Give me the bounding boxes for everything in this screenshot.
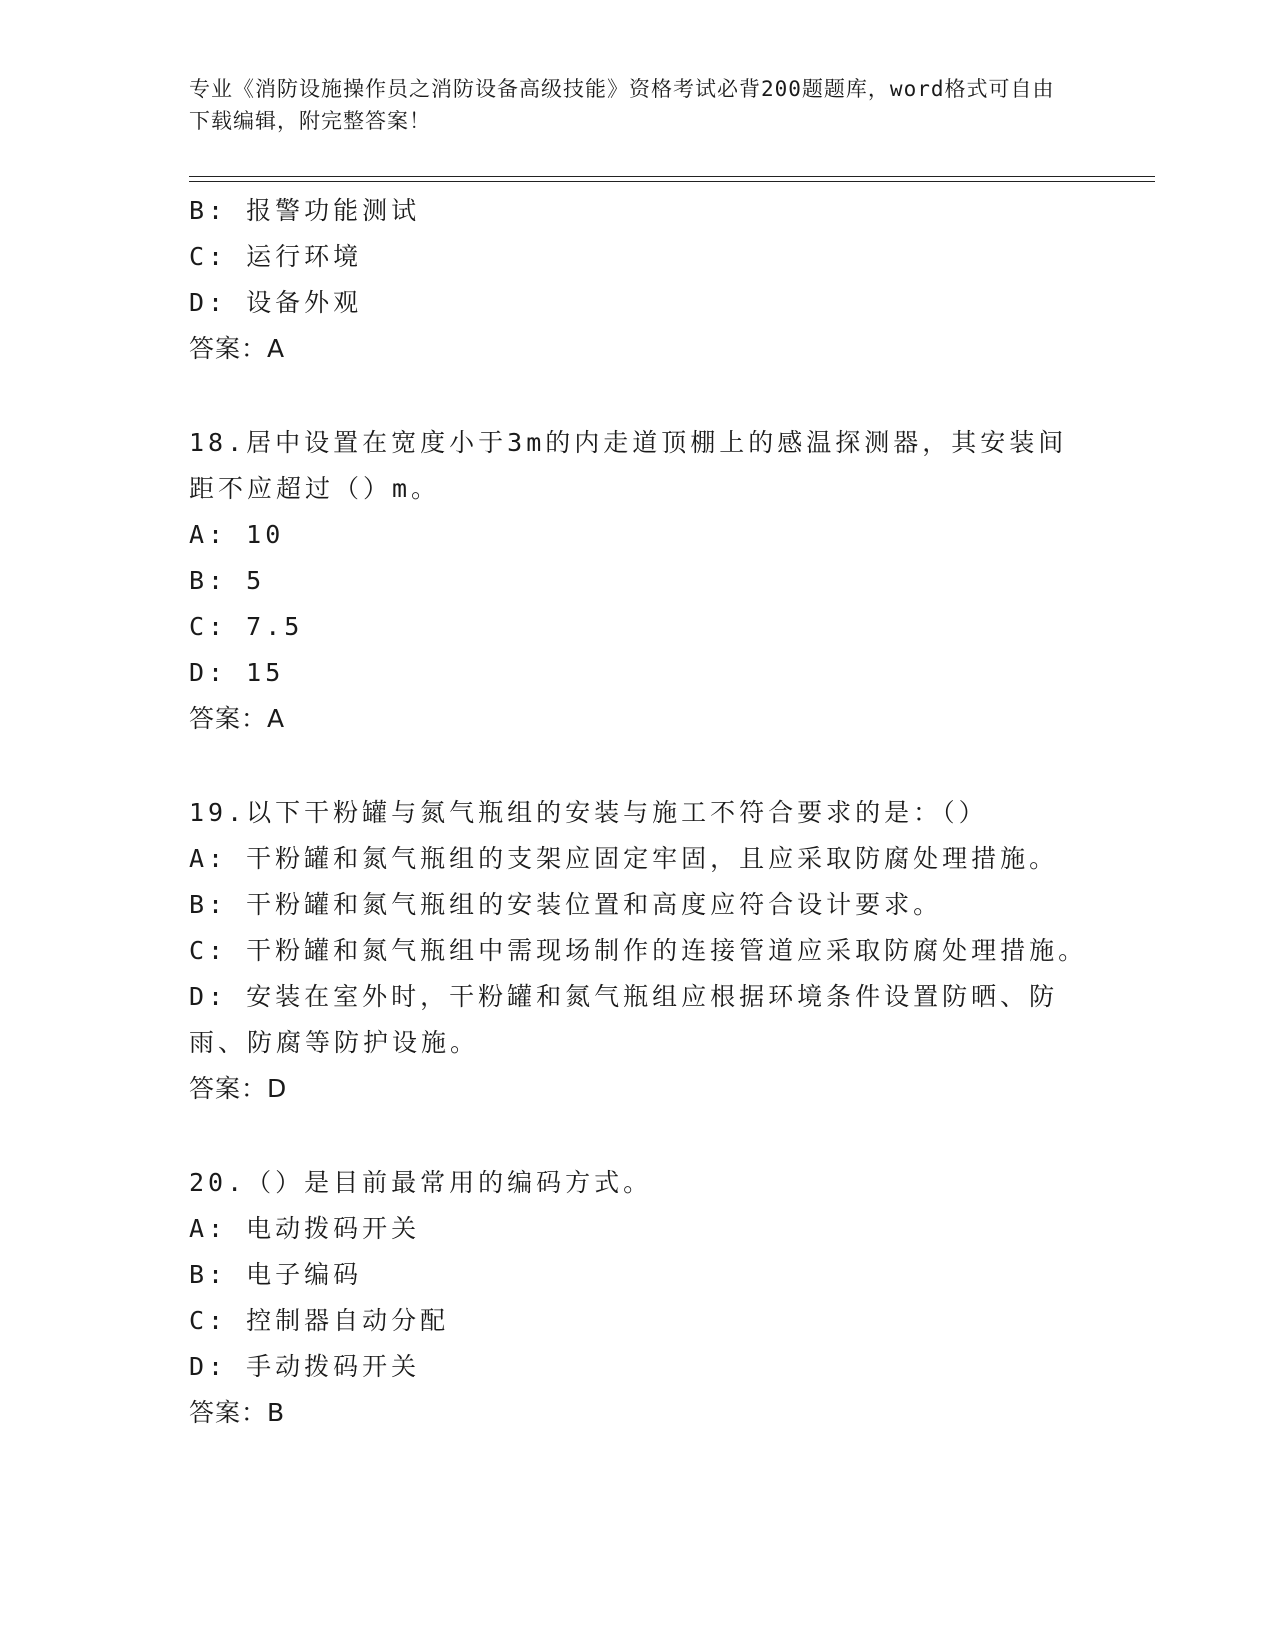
option-label: D: <box>189 288 228 317</box>
option-label: B: <box>189 890 228 919</box>
option-c <box>189 928 1089 974</box>
option-d <box>189 974 1089 1066</box>
option-text: 5 <box>246 566 266 595</box>
option-label: B: <box>189 196 228 225</box>
option-a <box>189 512 1089 558</box>
option-label: A: <box>189 520 228 549</box>
option-a <box>189 836 1089 882</box>
option-label: D: <box>189 982 228 1011</box>
option-b <box>189 1252 1089 1298</box>
option-text: 设备外观 <box>246 288 363 317</box>
answer-label: 答案： <box>189 1398 268 1427</box>
answer-line <box>189 1066 1089 1112</box>
option-b <box>189 558 1089 604</box>
option-d <box>189 650 1089 696</box>
option-label: C: <box>189 936 228 965</box>
option-text: 7.5 <box>246 612 304 641</box>
answer-line <box>189 326 1089 372</box>
spacer <box>189 1112 1089 1160</box>
option-text: 干粉罐和氮气瓶组的支架应固定牢固，且应采取防腐处理措施。 <box>246 844 1059 873</box>
question-19 <box>189 790 1089 1112</box>
spacer <box>189 742 1089 790</box>
option-text: 15 <box>246 658 285 687</box>
option-d <box>189 1344 1089 1390</box>
question-list <box>189 188 1089 1436</box>
option-b <box>189 882 1089 928</box>
spacer <box>189 372 1089 420</box>
answer-label: 答案： <box>189 334 268 363</box>
option-text: 电子编码 <box>246 1260 363 1289</box>
option-c <box>189 604 1089 650</box>
option-label: C: <box>189 612 228 641</box>
answer-value: B <box>267 1398 286 1427</box>
option-c <box>189 1298 1089 1344</box>
question-20 <box>189 1160 1089 1436</box>
answer-label: 答案： <box>189 1074 268 1103</box>
option-text: 干粉罐和氮气瓶组的安装位置和高度应符合设计要求。 <box>246 890 943 919</box>
question-text: 20.（）是目前最常用的编码方式。 <box>189 1168 653 1197</box>
option-d <box>189 280 1089 326</box>
option-text: 手动拨码开关 <box>246 1352 421 1381</box>
answer-label: 答案： <box>189 704 268 733</box>
option-b <box>189 188 1089 234</box>
header-rule-bottom <box>189 181 1155 182</box>
answer-value: A <box>267 334 286 363</box>
option-label: C: <box>189 242 228 271</box>
option-label: B: <box>189 566 228 595</box>
answer-line <box>189 696 1089 742</box>
option-text: 电动拨码开关 <box>246 1214 421 1243</box>
option-a <box>189 1206 1089 1252</box>
option-label: C: <box>189 1306 228 1335</box>
option-label: D: <box>189 1352 228 1381</box>
question-18 <box>189 420 1089 742</box>
header-rule-top <box>189 176 1155 177</box>
answer-value: D <box>267 1074 288 1103</box>
question-text: 19.以下干粉罐与氮气瓶组的安装与施工不符合要求的是：（） <box>189 798 988 827</box>
answer-value: A <box>267 704 286 733</box>
option-text: 10 <box>246 520 285 549</box>
option-c <box>189 234 1089 280</box>
option-text: 控制器自动分配 <box>246 1306 450 1335</box>
option-text: 干粉罐和氮气瓶组中需现场制作的连接管道应采取防腐处理措施。 <box>246 936 1088 965</box>
option-label: A: <box>189 1214 228 1243</box>
option-text: 安装在室外时，干粉罐和氮气瓶组应根据环境条件设置防晒、防雨、防腐等防护设施。 <box>189 982 1059 1057</box>
option-text: 运行环境 <box>246 242 363 271</box>
question-17-tail <box>189 188 1089 372</box>
option-label: A: <box>189 844 228 873</box>
option-text: 报警功能测试 <box>246 196 421 225</box>
answer-line <box>189 1390 1089 1436</box>
option-label: B: <box>189 1260 228 1289</box>
document-header: 专业《消防设施操作员之消防设备高级技能》资格考试必背200题题库，word格式可自由下载编辑，附完整答案！ <box>189 77 1055 133</box>
option-label: D: <box>189 658 228 687</box>
question-text: 18.居中设置在宽度小于3m的内走道顶棚上的感温探测器，其安装间距不应超过（）m。 <box>189 428 1068 503</box>
